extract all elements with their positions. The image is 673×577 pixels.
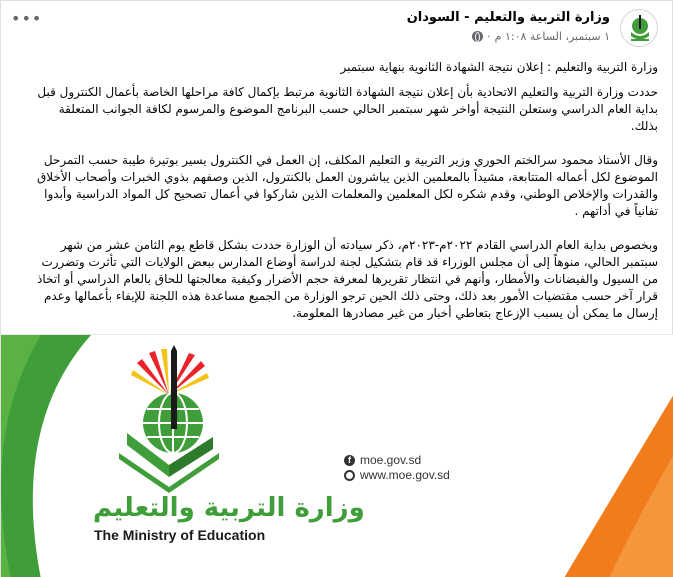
- website-row: [344, 468, 450, 482]
- facebook-handle-row: [344, 453, 421, 467]
- post-image[interactable]: [1, 334, 673, 577]
- page-avatar[interactable]: [620, 9, 658, 47]
- post-meta: ١ سبتمبر، الساعة ١:٠٨ م ·: [472, 30, 610, 43]
- orange-corner-decoration: [524, 334, 673, 577]
- post-body: [31, 59, 658, 339]
- facebook-icon: f: [344, 455, 355, 466]
- globe-icon[interactable]: [472, 31, 483, 42]
- page-name[interactable]: وزارة التربية والتعليم - السودان: [406, 10, 610, 25]
- post-options-button[interactable]: •••: [11, 9, 43, 28]
- post-paragraph: حددت وزارة التربية والتعليم الاتحادية بأن إعلان نتيجة الشهادة الثانوية مرتبط بإكمال كافة مراحلها الخاصة بأعمال الكنترول قبل بداية العام الدراسي وستعلن النتيجة أواخر شهر سبتمبر الحالي حسب البرنامج الموضوع والمرسوم لكافة الجوانب المتعلقة بذلك.: [37, 85, 658, 133]
- logo-arabic-text: وزارة التربية والتعليم: [93, 493, 365, 523]
- ministry-avatar-logo: [621, 10, 658, 47]
- post-paragraph: وقال الأستاذ محمود سرالختم الحوري وزير التربية و التعليم المكلف، إن العمل في الكنترول يسير بوتيرة طيبة حسب التمرحل الموضوع لكل أعماله المتتابعة، مشيداً بالمعلمين الذين يباشرون العمل بالكنترول، الذين وصفهم بذوي الخبرات وأصحاب الأخلاق والقدرات والإخلاص الوطني، وقدم شكره لكل المعلمين والمعلمات الذين شاركوا في أعمال تصحيح كل المواد الدراسية وأبدوا تفانياً في أداتهم .: [37, 153, 658, 218]
- logo-english-text: The Ministry of Education: [94, 527, 266, 543]
- post-paragraph: وبخصوص بداية العام الدراسي القادم ٢٠٢٢م-٢٠٢٣م، ذكر سيادته أن الوزارة حددت بشكل قاطع يوم الثامن عشر من شهر سبتمبر الحالي، منوهاً إلى أن مجلس الوزراء قد قام بتشكيل لجنة لدراسة أوضاع المدارس ببعض الولايات التي تأثرت وتضررت من السيول والفيضانات والأمطار، وأنهم في انتظار تقريرها لمعرفة حجم الأضرار وكيفية معالجتها للحاق بالعام الدراسي أو اتخاذ قرار آخر حسب مقتضيات الأمور بعد ذلك، وحتى ذلك الحين ترجو الوزارة من الجميع مساعدة هذه اللجنة للإيفاء بأعمالها وعدم إرسال ما يمكن أن يسبب الإزعاج بتعاطي أخبار من غير مصادرها المعلومة.: [36, 238, 658, 320]
- ministry-logo-icon: [109, 345, 229, 495]
- website-icon: [344, 470, 355, 481]
- post-timestamp[interactable]: ١ سبتمبر، الساعة ١:٠٨ م: [494, 30, 610, 43]
- facebook-handle: moe.gov.sd: [360, 453, 422, 467]
- website-url: www.moe.gov.sd: [360, 468, 450, 482]
- post-headline: وزارة التربية والتعليم : إعلان نتيجة الشهادة الثانوية بنهاية سبتمبر: [340, 60, 658, 74]
